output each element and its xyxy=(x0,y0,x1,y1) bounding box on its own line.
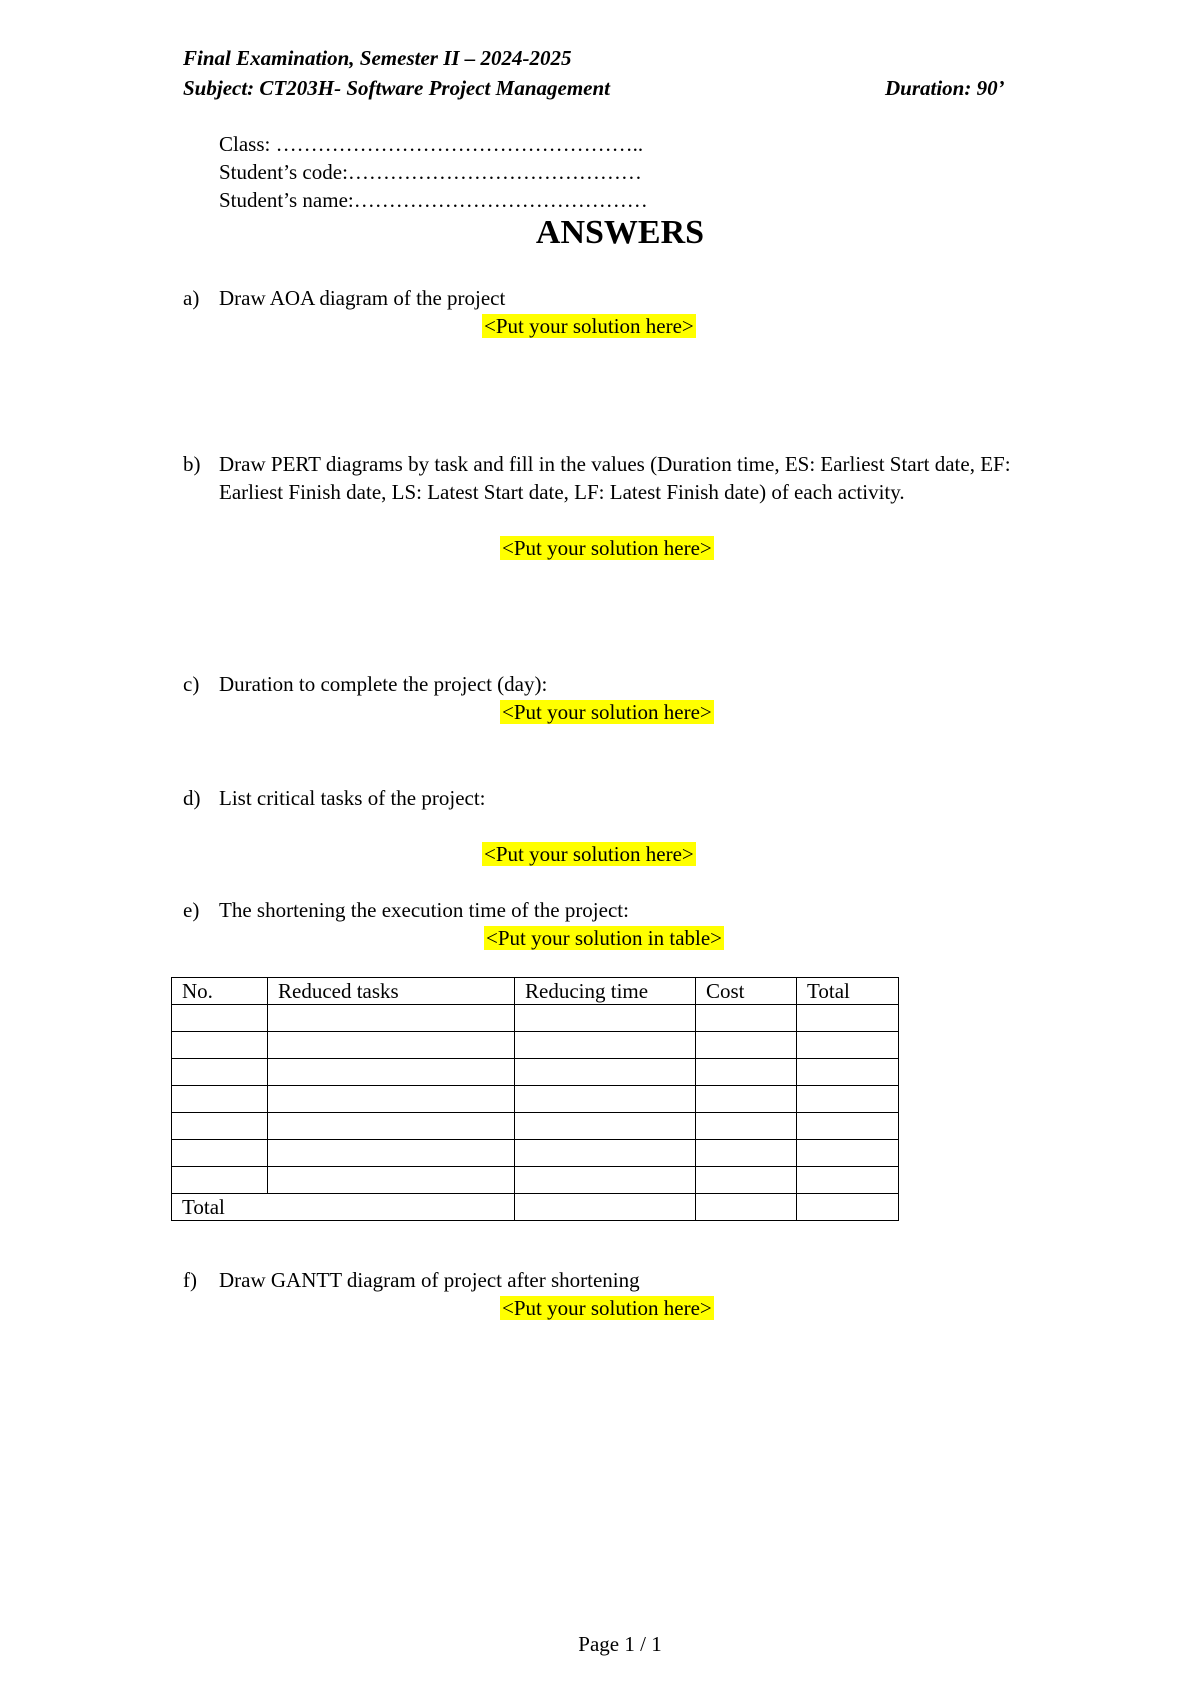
question-c-solution-placeholder: <Put your solution here> xyxy=(502,700,712,724)
exam-title-line: Final Examination, Semester II – 2024-2025 xyxy=(183,46,572,70)
question-a-solution-placeholder: <Put your solution here> xyxy=(484,314,694,338)
table-cell[interactable] xyxy=(797,1086,899,1113)
table-cell[interactable] xyxy=(172,1032,268,1059)
table-cell[interactable] xyxy=(172,1167,268,1194)
question-b-solution-placeholder: <Put your solution here> xyxy=(502,536,712,560)
table-total-row xyxy=(172,1194,899,1221)
student-name-field: Student’s name:…………………………………… xyxy=(219,188,648,212)
table-cell[interactable] xyxy=(515,1140,696,1167)
question-d-letter: d) xyxy=(183,786,201,810)
table-row xyxy=(172,1140,899,1167)
table-cell[interactable] xyxy=(172,1113,268,1140)
question-d-text: List critical tasks of the project: xyxy=(219,786,486,810)
table-cell[interactable] xyxy=(797,1167,899,1194)
question-f-letter: f) xyxy=(183,1268,197,1292)
table-row xyxy=(172,1113,899,1140)
table-cell[interactable] xyxy=(797,1113,899,1140)
table-cell[interactable] xyxy=(515,1086,696,1113)
header-total: Total xyxy=(797,978,899,1005)
table-cell[interactable] xyxy=(172,1005,268,1032)
table-cell[interactable] xyxy=(696,1005,797,1032)
question-c-letter: c) xyxy=(183,672,200,696)
shortening-table xyxy=(171,977,899,1221)
table-cell[interactable] xyxy=(515,1032,696,1059)
subject-line: Subject: CT203H- Software Project Management xyxy=(183,76,610,100)
question-c-text: Duration to complete the project (day): xyxy=(219,672,548,696)
table-cell[interactable] xyxy=(515,1005,696,1032)
table-cell[interactable] xyxy=(268,1086,515,1113)
duration-line: Duration: 90’ xyxy=(885,76,1005,100)
class-field: Class: …………………………………………….. xyxy=(219,132,644,156)
question-a-text: Draw AOA diagram of the project xyxy=(219,286,506,310)
table-cell[interactable] xyxy=(696,1140,797,1167)
table-cell[interactable] xyxy=(696,1194,797,1221)
page-number: Page 1 / 1 xyxy=(578,1632,662,1656)
table-cell[interactable] xyxy=(268,1167,515,1194)
question-d-solution-placeholder: <Put your solution here> xyxy=(484,842,694,866)
table-cell[interactable] xyxy=(268,1140,515,1167)
question-e-letter: e) xyxy=(183,898,200,922)
table-cell[interactable] xyxy=(797,1194,899,1221)
table-cell[interactable] xyxy=(797,1059,899,1086)
header-cost: Cost xyxy=(696,978,797,1005)
question-a-letter: a) xyxy=(183,286,200,310)
table-cell[interactable] xyxy=(696,1059,797,1086)
table-row xyxy=(172,1167,899,1194)
table-cell[interactable] xyxy=(268,1005,515,1032)
table-row xyxy=(172,1059,899,1086)
question-b-letter: b) xyxy=(183,452,201,476)
table-cell[interactable] xyxy=(515,1194,696,1221)
table-cell[interactable] xyxy=(696,1032,797,1059)
table-cell[interactable] xyxy=(696,1086,797,1113)
table-row xyxy=(172,1005,899,1032)
question-e-solution-placeholder: <Put your solution in table> xyxy=(486,926,723,950)
header-reducing-time: Reducing time xyxy=(515,978,696,1005)
table-row xyxy=(172,1086,899,1113)
table-cell[interactable] xyxy=(268,1059,515,1086)
table-cell[interactable] xyxy=(172,1140,268,1167)
table-cell[interactable] xyxy=(172,1086,268,1113)
table-cell[interactable] xyxy=(268,1032,515,1059)
table-cell[interactable] xyxy=(696,1113,797,1140)
table-row xyxy=(172,1032,899,1059)
table-cell[interactable] xyxy=(172,1059,268,1086)
question-b-text: Draw PERT diagrams by task and fill in the values (Duration time, ES: Earliest Start date, EF: Earliest Finish date, LS: Latest Start date, LF: Latest Finish date) of each activity. xyxy=(219,452,1011,504)
table-cell[interactable] xyxy=(797,1032,899,1059)
table-cell[interactable] xyxy=(515,1167,696,1194)
table-cell[interactable] xyxy=(797,1005,899,1032)
total-label: Total xyxy=(172,1194,515,1221)
header-reduced-tasks: Reduced tasks xyxy=(268,978,515,1005)
table-cell[interactable] xyxy=(696,1167,797,1194)
header-no: No. xyxy=(172,978,268,1005)
table-cell[interactable] xyxy=(515,1059,696,1086)
table-cell[interactable] xyxy=(268,1113,515,1140)
table-cell[interactable] xyxy=(515,1113,696,1140)
question-f-text: Draw GANTT diagram of project after shortening xyxy=(219,1268,640,1292)
table-header-row xyxy=(172,978,899,1005)
question-f-solution-placeholder: <Put your solution here> xyxy=(502,1296,712,1320)
page-title: ANSWERS xyxy=(535,214,705,251)
student-code-field: Student’s code:…………………………………… xyxy=(219,160,642,184)
question-e-text: The shortening the execution time of the project: xyxy=(219,898,629,922)
table-cell[interactable] xyxy=(797,1140,899,1167)
